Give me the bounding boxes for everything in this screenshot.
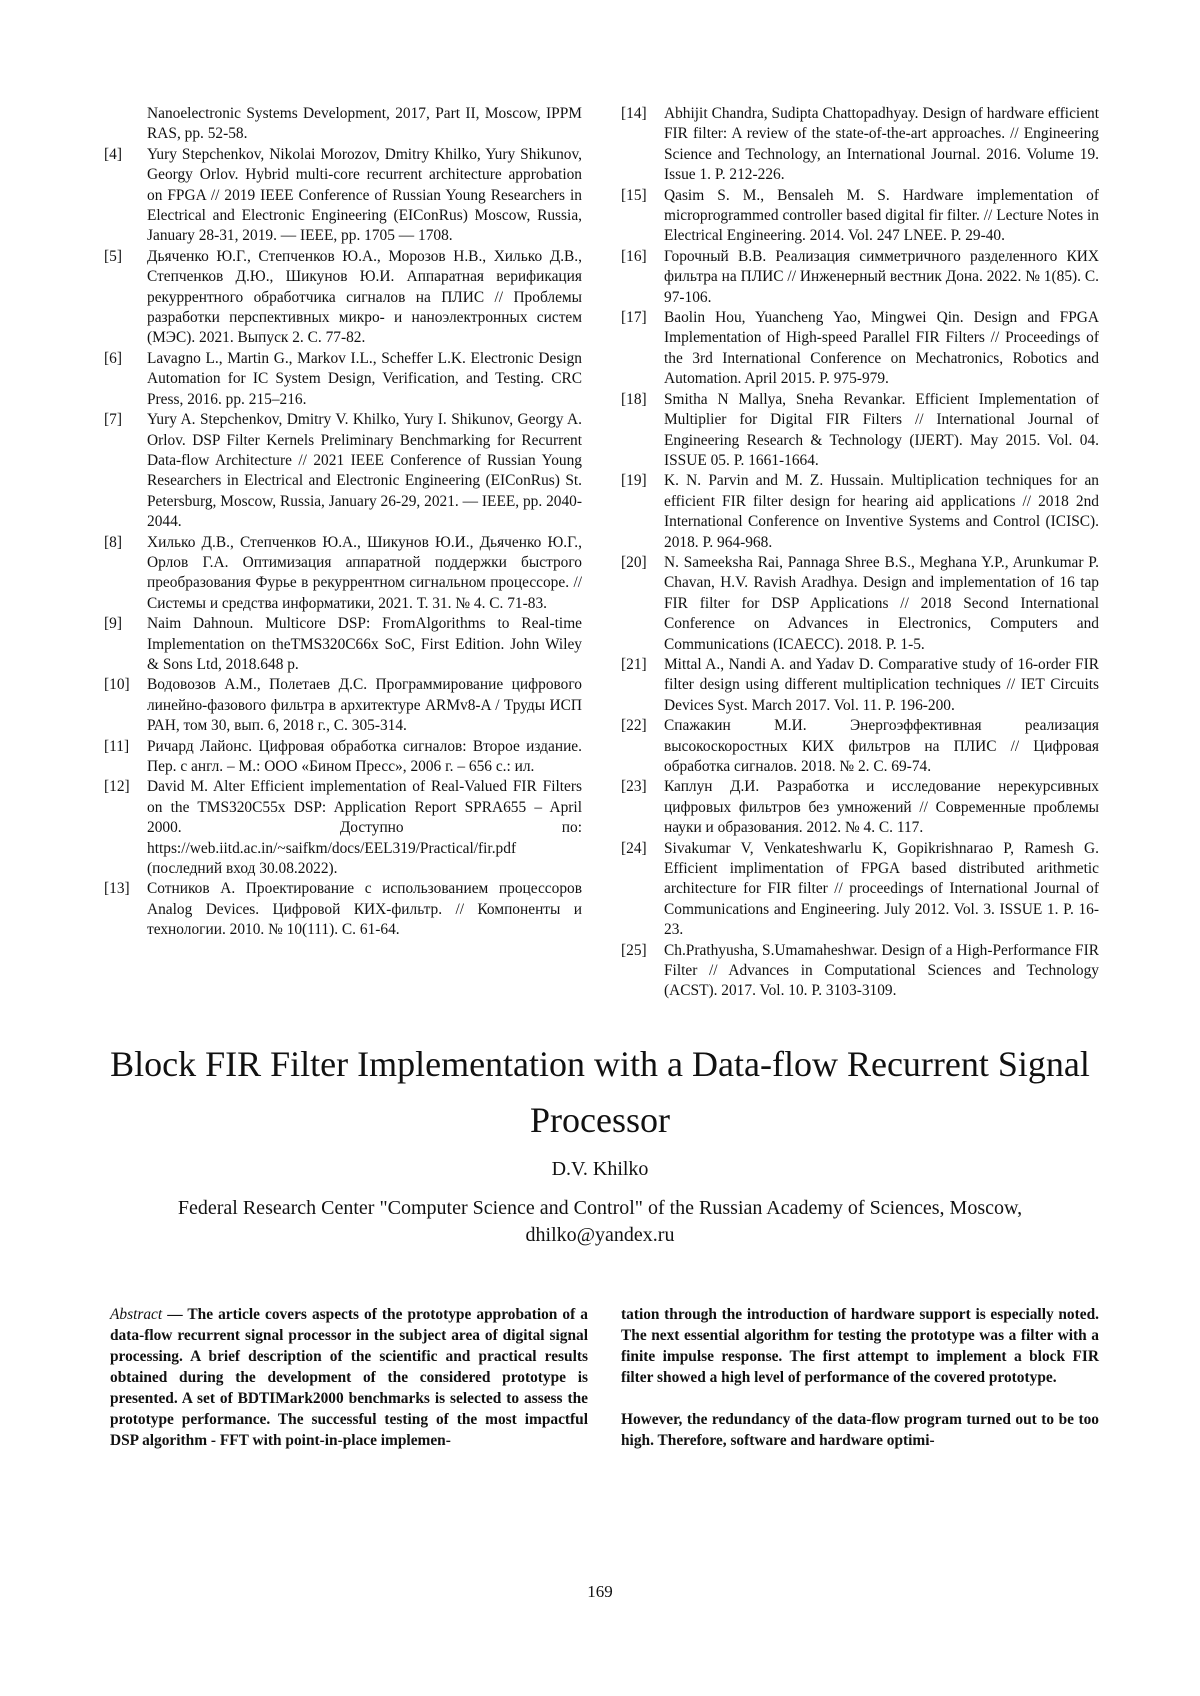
reference-number: [19] (621, 472, 647, 490)
reference-item (621, 471, 1099, 553)
reference-item (104, 247, 582, 349)
abstract-left-column (110, 1304, 588, 1451)
reference-item (621, 308, 1099, 390)
reference-text: Yury Stepchenkov, Nikolai Morozov, Dmitry Khilko, Yury Shikunov, Georgy Orlov. Hybrid multi-core recurrent architecture approbation on FPGA // 2019 IEEE Conference of Russian Young Researchers in Electrical and Electronic Engineering (EIConRus) Moscow, Russia, January 28-31, 2019. — IEEE, pp. 1705 — 1708. (147, 145, 582, 245)
reference-text: Nanoelectronic Systems Development, 2017, Part II, Moscow, IPPM RAS, pp. 52-58. (147, 105, 582, 143)
reference-text: Mittal A., Nandi A. and Yadav D. Comparative study of 16-order FIR filter design using different multiplication techniques // IET Circuits Devices Syst. March 2017. Vol. 11. P. 196-200. (664, 655, 1099, 714)
reference-text: Ch.Prathyusha, S.Umamaheshwar. Design of a High-Performance FIR Filter // Advances in Computational Sciences and Technology (ACST). 2017. Vol. 10. P. 3103-3109. (664, 941, 1099, 1000)
reference-number: [9] (104, 615, 122, 633)
reference-number: [7] (104, 411, 122, 429)
reference-number: [8] (104, 533, 122, 551)
reference-item (104, 614, 582, 675)
reference-number: [14] (621, 105, 647, 122)
references-right-column (621, 104, 1099, 1002)
reference-text: Горочный В.В. Реализация симметричного разделенного КИХ фильтра на ПЛИС // Инженерный вестник Дона. 2022. № 1(85). С. 97-106. (664, 247, 1099, 306)
reference-number: [20] (621, 553, 647, 571)
reference-number: [12] (104, 778, 130, 796)
reference-text: Smitha N Mallya, Sneha Revankar. Efficient Implementation of Multiplier for Digital FIR Filters // International Journal of Engineering Research & Technology (IJERT). May 2015. Vol. 04. ISSUE 05. P. 1661-1664. (664, 390, 1099, 469)
reference-text: Сотников А. Проектирование с использованием процессоров Analog Devices. Цифровой КИХ-фильтр. // Компоненты и технологии. 2010. № 10(111). С. 61-64. (147, 880, 582, 939)
reference-item (621, 104, 1099, 186)
abstract-right-column (621, 1304, 1099, 1451)
reference-item (621, 553, 1099, 655)
reference-text: Sivakumar V, Venkateshwarlu K, Gopikrishnarao P, Ramesh G. Efficient implimentation of FPGA based distributed arithmetic architecture for FIR filter // proceedings of International Journal of Communications and Engineering. July 2012. Vol. 3. ISSUE 1. P. 16-23. (664, 839, 1099, 939)
reference-text: Каплун Д.И. Разработка и исследование нерекурсивных цифровых фильтров без умножений // Современные проблемы науки и образования. 2012. № 4. С. 117. (664, 778, 1099, 837)
abstract-text: — The article covers aspects of the prototype approbation of a data-flow recurrent signal processor in the subject area of digital signal processing. A brief description of the scientific and practical results obtained during the development of the considered prototype is presented. A set of BDTIMark2000 benchmarks is selected to assess the prototype performance. The successful testing of the most impactful DSP algorithm - FFT with point-in-place implemen- (110, 1306, 588, 1449)
reference-item (104, 410, 582, 532)
reference-item (621, 390, 1099, 472)
reference-number: [23] (621, 778, 647, 796)
reference-item (104, 737, 582, 778)
reference-number: [24] (621, 839, 647, 857)
reference-number: [25] (621, 941, 647, 959)
reference-number: [16] (621, 247, 647, 265)
reference-item (104, 349, 582, 410)
reference-number: [18] (621, 390, 647, 408)
reference-number: [13] (104, 880, 130, 898)
reference-item (621, 839, 1099, 941)
reference-item (104, 104, 582, 145)
reference-text: Abhijit Chandra, Sudipta Chattopadhyay. Design of hardware efficient FIR filter: A review of the state-of-the-art approaches. // Engineering Science and Technology, an International Journal. 2016. Volume 19. Issue 1. P. 212-226. (664, 105, 1099, 184)
reference-text: Naim Dahnoun. Multicore DSP: FromAlgorithms to Real-time Implementation on theTMS320C66x SoC, First Edition. John Wiley & Sons Ltd, 2018.648 p. (147, 615, 582, 673)
reference-text: K. N. Parvin and M. Z. Hussain. Multiplication techniques for an efficient FIR filter design for hearing aid applications // 2018 2nd International Conference on Inventive Systems and Control (ICISC). 2018. P. 964-968. (664, 472, 1099, 551)
reference-item (621, 777, 1099, 838)
reference-item (621, 655, 1099, 716)
reference-item (104, 145, 582, 247)
article-affiliation: Federal Research Center "Computer Science and Control" of the Russian Academy of Sciences, Moscow, dhilko@yandex.ru (177, 1197, 1023, 1246)
reference-number: [15] (621, 186, 647, 204)
reference-text: Yury A. Stepchenkov, Dmitry V. Khilko, Yury I. Shikunov, Georgy A. Orlov. DSP Filter Kernels Preliminary Benchmarking for Recurrent Data-flow Architecture // 2021 IEEE Conference of Russian Young Researchers in Electrical and Electronic Engineering (EIConRus) St. Petersburg, Moscow, Russia, January 26-29, 2021. — IEEE, pp. 2040-2044. (147, 411, 582, 531)
reference-item (621, 247, 1099, 308)
reference-number: [21] (621, 655, 647, 673)
article-title: Block FIR Filter Implementation with a Data-flow Recurrent Signal Processor (110, 1044, 1090, 1140)
reference-number: [10] (104, 676, 130, 694)
article-author: D.V. Khilko (551, 1158, 649, 1180)
reference-text: Qasim S. M., Bensaleh M. S. Hardware implementation of microprogrammed controller based digital fir filter. // Lecture Notes in Electrical Engineering. 2014. Vol. 247 LNEE. P. 29-40. (664, 186, 1099, 245)
abstract-paragraph: However, the redundancy of the data-flow program turned out to be too high. Therefore, software and hardware optimi- (621, 1411, 1099, 1449)
reference-text: N. Sameeksha Rai, Pannaga Shree B.S., Meghana Y.P., Arunkumar P. Chavan, H.V. Ravish Aradhya. Design and implementation of 16 tap FIR filter for DSP Applications // 2018 Second International Conference on Advances in Electronics, Computers and Communications (ICAECC). 2018. P. 1-5. (664, 553, 1099, 653)
reference-item (621, 186, 1099, 247)
reference-text: Хилько Д.В., Степченков Ю.А., Шикунов Ю.И., Дьяченко Ю.Г., Орлов Г.А. Оптимизация аппаратной поддержки быстрого преобразования Фурье в рекуррентном сигнальном процессоре. // Системы и средства информатики, 2021. Т. 31. № 4. С. 71-83. (147, 533, 582, 612)
reference-text: Водовозов А.М., Полетаев Д.С. Программирование цифрового линейно-фазового фильтра в архитектуре ARMv8-A / Труды ИСП РАН, том 30, вып. 6, 2018 г., С. 305-314. (147, 676, 582, 735)
reference-text: Дьяченко Ю.Г., Степченков Ю.А., Морозов Н.В., Хилько Д.В., Степченков Д.Ю., Шикунов Ю.И. Аппаратная верификация рекуррентного обработчика сигналов на ПЛИС // Проблемы разработки перспективных микро- и наноэлектронных систем (МЭС). 2021. Выпуск 2. С. 77-82. (147, 247, 582, 347)
reference-text: David M. Alter Efficient implementation of Real-Valued FIR Filters on the TMS320C55x DSP: Application Report SPRA655 – April 2000. Доступно по: https://web.iitd.ac.in/~saifkm/docs/EEL319/Practical/fir.pdf (последний вход 30.08.2022). (147, 778, 582, 878)
page-number: 169 (587, 1582, 613, 1601)
reference-number: [5] (104, 247, 122, 265)
reference-text: Lavagno L., Martin G., Markov I.L., Scheffer L.K. Electronic Design Automation for IC System Design, Verification, and Testing. CRC Press, 2016. pp. 215–216. (147, 349, 582, 408)
reference-item (104, 533, 582, 615)
reference-text: Спажакин М.И. Энергоэффективная реализация высокоскоростных КИХ фильтров на ПЛИС // Цифровая обработка сигналов. 2018. № 2. С. 69-74. (664, 717, 1099, 775)
reference-item (621, 716, 1099, 777)
reference-text: Ричард Лайонс. Цифровая обработка сигналов: Второе издание. Пер. с англ. – М.: ООО «Бином Пресс», 2006 г. – 656 с.: ил. (147, 737, 582, 775)
reference-number: [22] (621, 717, 647, 735)
reference-number: [6] (104, 349, 122, 367)
reference-text: Baolin Hou, Yuancheng Yao, Mingwei Qin. Design and FPGA Implementation of High-speed Parallel FIR Filters // Proceedings of the 3rd International Conference on Mechatronics, Robotics and Automation. April 2015. P. 975-979. (664, 309, 1099, 388)
reference-number: [11] (104, 737, 130, 755)
reference-item (104, 777, 582, 879)
reference-item (104, 675, 582, 736)
reference-number: [17] (621, 309, 647, 327)
article-header (0, 1036, 1200, 1249)
reference-item (621, 941, 1099, 1002)
abstract-paragraph: tation through the introduction of hardware support is especially noted. The next essential algorithm for testing the prototype was a filter with a finite impulse response. The first attempt to implement a block FIR filter showed a high level of performance of the covered prototype. (621, 1306, 1099, 1386)
reference-number: [4] (104, 145, 122, 163)
abstract-label: Abstract (110, 1306, 163, 1323)
references-left-column (104, 104, 582, 941)
reference-item (104, 879, 582, 940)
